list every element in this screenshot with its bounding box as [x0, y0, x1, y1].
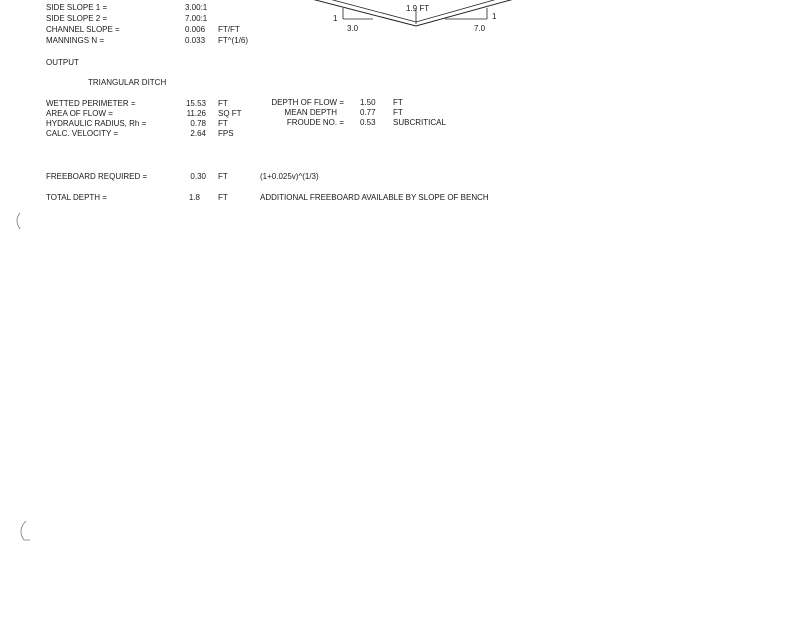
total-depth-label: TOTAL DEPTH =	[46, 193, 107, 202]
freeboard-formula: (1+0.025v)^(1/3)	[260, 172, 319, 181]
mannings-n-value: 0.033	[185, 36, 206, 45]
total-depth-value: 1.8	[188, 193, 200, 202]
depth-label: 1.9 FT	[406, 4, 430, 13]
total-depth-unit: FT	[218, 193, 228, 202]
froude-no-label: FROUDE NO. =	[286, 118, 344, 127]
mean-depth-value: 0.77	[360, 108, 376, 117]
depth-of-flow-value: 1.50	[360, 98, 376, 107]
channel-slope-value: 0.006	[185, 25, 206, 34]
channel-slope-label: CHANNEL SLOPE =	[46, 25, 120, 34]
left-slope-rise-label: 1	[333, 14, 338, 23]
hydraulic-radius-unit: FT	[218, 119, 228, 128]
right-slope-rise-label: 1	[492, 12, 497, 21]
mean-depth-label: MEAN DEPTH	[284, 108, 337, 117]
flow-regime: SUBCRITICAL	[393, 118, 446, 127]
total-depth-note: ADDITIONAL FREEBOARD AVAILABLE BY SLOPE OF BENCH	[260, 193, 489, 202]
freeboard-value: 0.30	[190, 172, 206, 181]
scan-mark-lower	[21, 521, 30, 540]
scan-mark-upper	[17, 213, 20, 229]
mannings-n-unit: FT^(1/6)	[218, 36, 248, 45]
calc-velocity-unit: FPS	[218, 129, 234, 138]
depth-of-flow-label: DEPTH OF FLOW =	[271, 98, 344, 107]
froude-no-value: 0.53	[360, 118, 376, 127]
side-slope-1-value: 3.00:1	[185, 3, 208, 12]
area-of-flow-label: AREA OF FLOW =	[46, 109, 113, 118]
right-slope-run-label: 7.0	[474, 24, 486, 33]
side-slope-2-value: 7.00:1	[185, 14, 208, 23]
output-heading: OUTPUT	[46, 58, 79, 67]
mean-depth-unit: FT	[393, 108, 403, 117]
calc-velocity-label: CALC. VELOCITY =	[46, 129, 119, 138]
area-of-flow-value: 11.26	[186, 109, 206, 118]
side-slope-2-label: SIDE SLOPE 2 =	[46, 14, 108, 23]
channel-slope-unit: FT/FT	[218, 25, 240, 34]
mannings-n-label: MANNINGS N =	[46, 36, 105, 45]
depth-of-flow-unit: FT	[393, 98, 403, 107]
side-slope-1-label: SIDE SLOPE 1 =	[46, 3, 108, 12]
freeboard-unit: FT	[218, 172, 228, 181]
hydraulic-radius-label: HYDRAULIC RADIUS, Rh =	[46, 119, 147, 128]
wetted-perimeter-value: 15.53	[185, 99, 206, 108]
hydraulic-radius-value: 0.78	[190, 119, 206, 128]
wetted-perimeter-unit: FT	[218, 99, 228, 108]
left-slope-run-label: 3.0	[347, 24, 359, 33]
wetted-perimeter-label: WETTED PERIMETER =	[46, 99, 136, 108]
area-of-flow-unit: SQ FT	[218, 109, 242, 118]
freeboard-label: FREEBOARD REQUIRED =	[46, 172, 148, 181]
section-title: TRIANGULAR DITCH	[88, 78, 167, 87]
calc-velocity-value: 2.64	[190, 129, 206, 138]
